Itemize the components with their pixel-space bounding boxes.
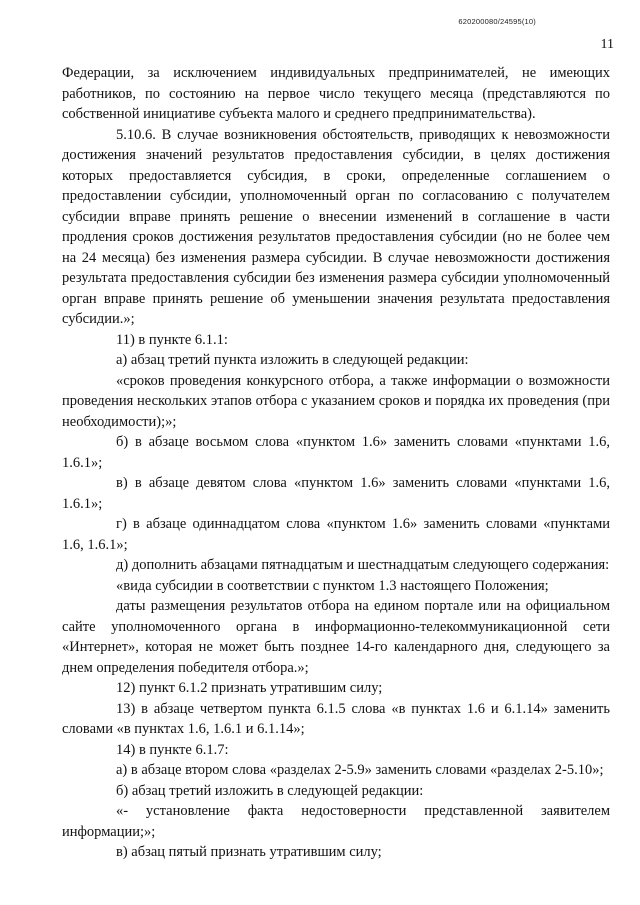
paragraph: «вида субсидии в соответствии с пунктом 1.3 настоящего Положения; [116, 577, 549, 594]
paragraph: а) в абзаце втором слова «разделах 2-5.9» заменить словами «разделах 2-5.10»; [116, 762, 604, 778]
paragraph: д) дополнить абзацами пятнадцатым и шестнадцатым следующего содержания: [116, 557, 610, 573]
paragraph: «сроков проведения конкурсного отбора, а также информации о возможности проведения нескольких этапов отбора с указанием сроков и порядка их проведения (при необходимости);»; [62, 372, 610, 430]
paragraph: г) в абзаце одиннадцатом слова «пунктом 1.6» заменить словами «пунктами 1.6, 1.6.1»; [62, 516, 610, 553]
document-code: 620200080/24595(10) [458, 17, 536, 26]
paragraph: в) в абзаце девятом слова «пунктом 1.6» заменить словами «пунктами 1.6, 1.6.1»; [62, 475, 610, 512]
paragraph: даты размещения результатов отбора на едином портале или на официальном сайте уполномоченного органа в информационно-телекоммуникационной сети «Интернет», которая не может быть позднее 14-го календарного дня, следующего за днем определения победителя отбора.»; [62, 598, 610, 676]
paragraph: б) абзац третий изложить в следующей редакции: [116, 782, 424, 799]
paragraph: 13) в абзаце четвертом пункта 6.1.5 слова «в пунктах 1.6 и 6.1.14» заменить словами «в пунктах 1.6, 1.6.1 и 6.1.14»; [62, 700, 610, 737]
paragraph: 5.10.6. В случае возникновения обстоятельств, приводящих к невозможности достижения значений результатов предоставления субсидии, в целях достижения которых предоставляется субсидия, в сроки, определенные соглашением о предоставлении субсидии, уполномоченный орган по согласованию с получателем субсидии вправе принять решение о внесении изменений в соглашение в части продления сроков достижения результатов предоставления субсидии (но не более чем на 24 месяца) без изменения размера субсидии. В случае невозможности достижения результата предоставления субсидии без изменения размера субсидии уполномоченный орган вправе принять решение об уменьшении значения результата предоставления субсидии.»; [62, 126, 610, 327]
paragraph: Федерации, за исключением индивидуальных предпринимателей, не имеющих работников, по состоянию на первое число текущего месяца (представляются по собственной инициативе субъекта малого и среднего предпринимательства). [62, 65, 610, 122]
page-number: 11 [600, 37, 614, 52]
paragraph: б) в абзаце восьмом слова «пунктом 1.6» заменить словами «пунктами 1.6, 1.6.1»; [62, 434, 610, 471]
document-body [62, 63, 610, 863]
paragraph: «- установление факта недостоверности представленной заявителем информации;»; [62, 803, 610, 840]
paragraph: 12) пункт 6.1.2 признать утратившим силу; [116, 680, 383, 696]
paragraph: 11) в пункте 6.1.1: [116, 331, 228, 348]
paragraph: 14) в пункте 6.1.7: [116, 741, 229, 758]
paragraph: а) абзац третий пункта изложить в следующей редакции: [116, 352, 469, 368]
paragraph: в) абзац пятый признать утратившим силу; [116, 844, 382, 860]
